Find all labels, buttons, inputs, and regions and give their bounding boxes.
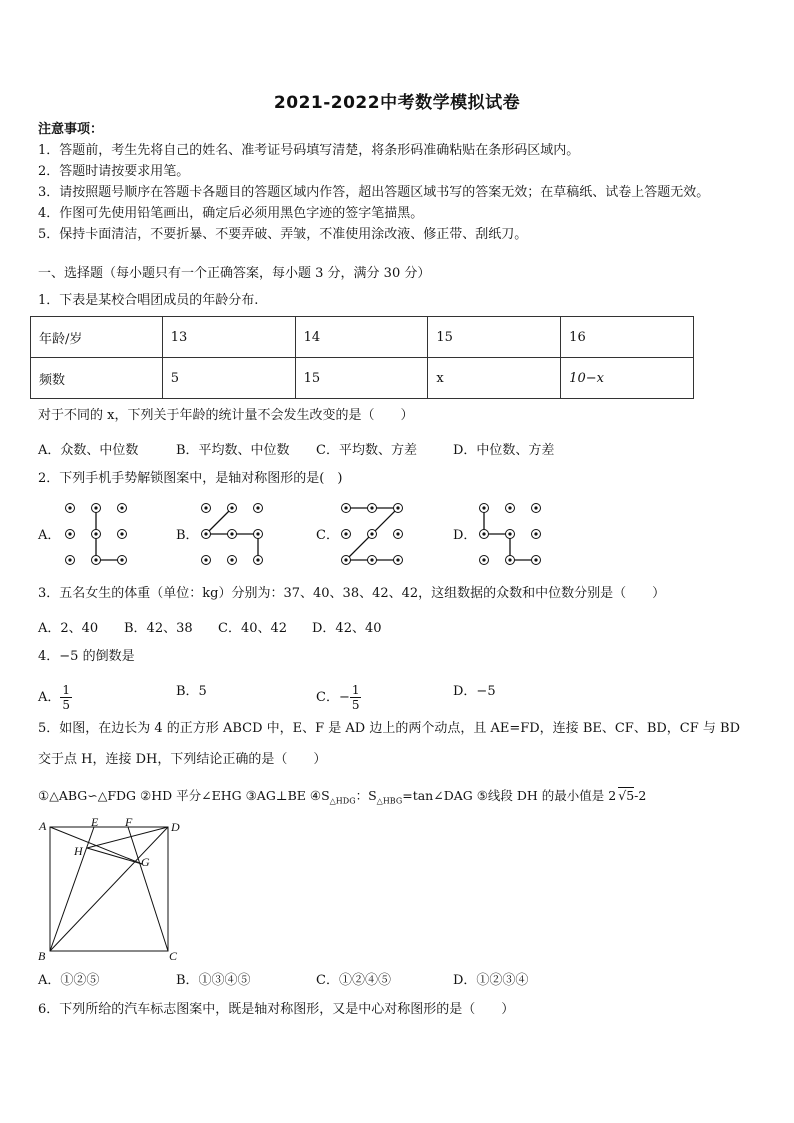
conclusion-4-sub: △HBG (376, 796, 403, 806)
unlock-pattern-c (336, 498, 408, 570)
table-cell: 13 (162, 317, 295, 358)
label-f: F (125, 815, 133, 829)
question-1-text: 对于不同的 x，下列关于年龄的统计量不会发生改变的是（ ） (38, 408, 414, 423)
option-d: D．−5 (453, 684, 496, 699)
notice-item: 3．请按照题号顺序在答题卡各题目的答题区域内作答，超出答题区域书写的答案无效；在草稿纸、试卷上答题无效。 (38, 185, 710, 200)
conclusion-2: ②HD 平分∠EHG (140, 788, 242, 803)
table-cell: x (428, 358, 561, 399)
question-1-stem: 1．下表是某校合唱团成员的年龄分布. (38, 293, 259, 308)
option-label-a: A． (38, 528, 61, 543)
segment-cf (128, 827, 168, 951)
square-geometry-figure (30, 815, 190, 963)
notice-item: 1．答题前，考生先将自己的姓名、准考证号码填写清楚，将条形码准确粘贴在条形码区域内。 (38, 143, 580, 158)
option-a: A．2、40 (38, 621, 99, 636)
table-cell: 5 (162, 358, 295, 399)
segment-be (50, 827, 94, 951)
label-g: G (141, 855, 150, 869)
fraction-numerator: 1 (351, 683, 360, 697)
notice-item: 4．作图可先使用铅笔画出，确定后必须用黑色字迹的签字笔描黑。 (38, 206, 424, 221)
segment-bd (50, 827, 168, 951)
question-3-options (38, 617, 382, 636)
table-cell: 10−x (561, 358, 694, 399)
option-d: D．42、40 (312, 621, 382, 636)
question-4-stem: 4．−5 的倒数是 (38, 649, 135, 664)
option-a (38, 683, 72, 712)
table-cell: 15 (428, 317, 561, 358)
conclusion-3: ③AG⊥BE (245, 788, 306, 803)
label-d: D (171, 820, 180, 834)
grid-dots (66, 504, 127, 565)
conclusion-4-sub: △HDG (329, 796, 356, 806)
option-c (316, 683, 361, 712)
option-c: C．①②④⑤ (316, 973, 391, 988)
conclusion-4-part: ：S (355, 788, 377, 803)
question-5-conclusions (38, 787, 646, 811)
question-5-stem-line1: 5．如图，在边长为 4 的正方形 ABCD 中，E、F 是 AD 边上的两个动点，且 AE=FD，连接 BE、CF、BD，CF 与 BD (38, 721, 741, 736)
table-cell: 14 (295, 317, 428, 358)
segment-hg (87, 848, 142, 864)
option-c: C．40、42 (218, 621, 288, 636)
notice-heading: 注意事项： (38, 122, 104, 137)
conclusion-5-part: -2 (634, 788, 647, 803)
table-cell: 频数 (31, 358, 163, 399)
conclusion-4 (309, 788, 473, 806)
option-label-a: A． (38, 690, 61, 705)
question-3-stem: 3．五名女生的体重（单位：kg）分别为：37、40、38、42、42，这组数据的众数和中位数分别是（ ） (38, 586, 666, 601)
page-title: 2021-2022中考数学模拟试卷 (273, 93, 521, 113)
conclusion-5-part: ⑤线段 DH 的最小值是 2 (476, 788, 617, 803)
radicand-value: 5 (626, 788, 635, 803)
label-h: H (74, 844, 83, 858)
fraction-one-fifth (60, 683, 72, 712)
conclusion-1: ①△ABG∽△FDG (38, 788, 137, 803)
option-label-c: C． (316, 528, 339, 543)
fraction-denominator: 5 (351, 698, 360, 712)
fraction-numerator: 1 (62, 683, 71, 697)
option-a: A．①②⑤ (38, 973, 100, 988)
label-e: E (91, 815, 99, 829)
question-6-stem: 6．下列所给的汽车标志图案中，既是轴对称图形，又是中心对称图形的是（ ） (38, 1002, 515, 1017)
option-b: B．42、38 (124, 621, 193, 636)
age-table (30, 316, 694, 399)
question-5-options (38, 969, 528, 988)
sqrt-radicand: √5 (618, 788, 635, 803)
option-d: D．①②③④ (453, 973, 529, 988)
table-cell: 年龄/岁 (31, 317, 163, 358)
table-row (31, 317, 694, 358)
option-b: B．5 (176, 684, 207, 699)
fraction-one-fifth (350, 683, 362, 712)
unlock-pattern-b (196, 498, 268, 570)
table-row (31, 358, 694, 399)
question-1-options (38, 439, 554, 458)
option-b: B．①③④⑤ (176, 973, 251, 988)
table-cell: 16 (561, 317, 694, 358)
question-5-stem-line2: 交于点 H，连接 DH，下列结论正确的是（ ） (38, 752, 327, 767)
conclusion-4-part: ④S (309, 788, 330, 803)
notice-item: 2．答题时请按要求用笔。 (38, 164, 190, 179)
option-a: A．众数、中位数 (38, 443, 139, 458)
unlock-pattern-a (60, 498, 132, 570)
option-c: C．平均数、方差 (316, 443, 417, 458)
label-c: C (169, 949, 178, 963)
table-cell: 15 (295, 358, 428, 399)
section-heading: 一、选择题（每小题只有一个正确答案，每小题 3 分，满分 30 分） (38, 266, 431, 281)
fraction-denominator: 5 (62, 698, 71, 712)
option-d: D．中位数、方差 (453, 443, 555, 458)
conclusion-5 (477, 788, 647, 803)
unlock-pattern-d (474, 498, 546, 570)
label-b: B (38, 949, 46, 963)
notice-item: 5．保持卡面清洁，不要折暴、不要弄破、弄皱，不准使用涂改液、修正带、刮纸刀。 (38, 227, 528, 242)
option-label-b: B． (176, 528, 199, 543)
option-label-c: C．− (316, 690, 350, 705)
segment-hd (87, 827, 168, 848)
conclusion-4-part: =tan∠DAG (402, 788, 473, 803)
option-b: B．平均数、中位数 (176, 443, 290, 458)
option-label-d: D． (453, 528, 477, 543)
question-2-stem: 2．下列手机手势解锁图案中，是轴对称图形的是( ) (38, 471, 343, 486)
label-a: A (39, 819, 47, 833)
